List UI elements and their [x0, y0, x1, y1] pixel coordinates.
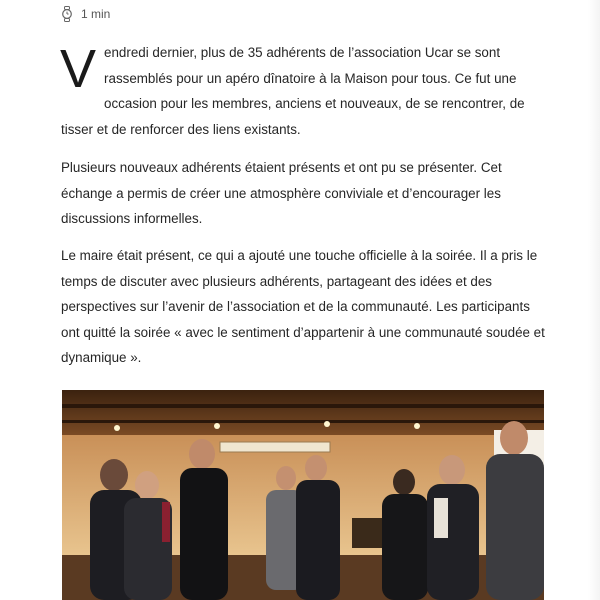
dropcap: V — [60, 39, 97, 99]
article-paragraph-3 — [61, 243, 547, 371]
paragraph-2-text: Plusieurs nouveaux adhérents étaient présents et ont pu se présenter. Cet échange a permis de créer une atmosphère conviviale et d’encourager les discussions informelles. — [61, 160, 502, 227]
reading-time — [61, 6, 110, 22]
event-photo — [62, 390, 544, 600]
reading-time-label: 1 min — [81, 7, 111, 21]
paragraph-3-text: Le maire était présent, ce qui a ajouté une touche officielle à la soirée. Il a pris le temps de discuter avec plusieurs adhérents, partageant des idées et des perspectives sur l’avenir de l’association et de la communauté. Les participants ont quitté la soirée « avec le sentiment d’appartenir à une communauté soudée et dynamique ». — [61, 248, 545, 366]
article-paragraph-2 — [61, 155, 547, 232]
watch-icon — [61, 6, 73, 22]
event-photo-illustration — [62, 390, 544, 600]
page-edge-shadow — [588, 0, 600, 600]
paragraph-1-text: endredi dernier, plus de 35 adhérents de l’association Ucar se sont rassemblés pour un apéro dînatoire à la Maison pour tous. Ce fut une occasion pour les membres, anciens et nouveaux, de se rencontrer, de tisser et de renforcer des liens existants. — [61, 45, 525, 137]
article-paragraph-1 — [61, 40, 547, 142]
